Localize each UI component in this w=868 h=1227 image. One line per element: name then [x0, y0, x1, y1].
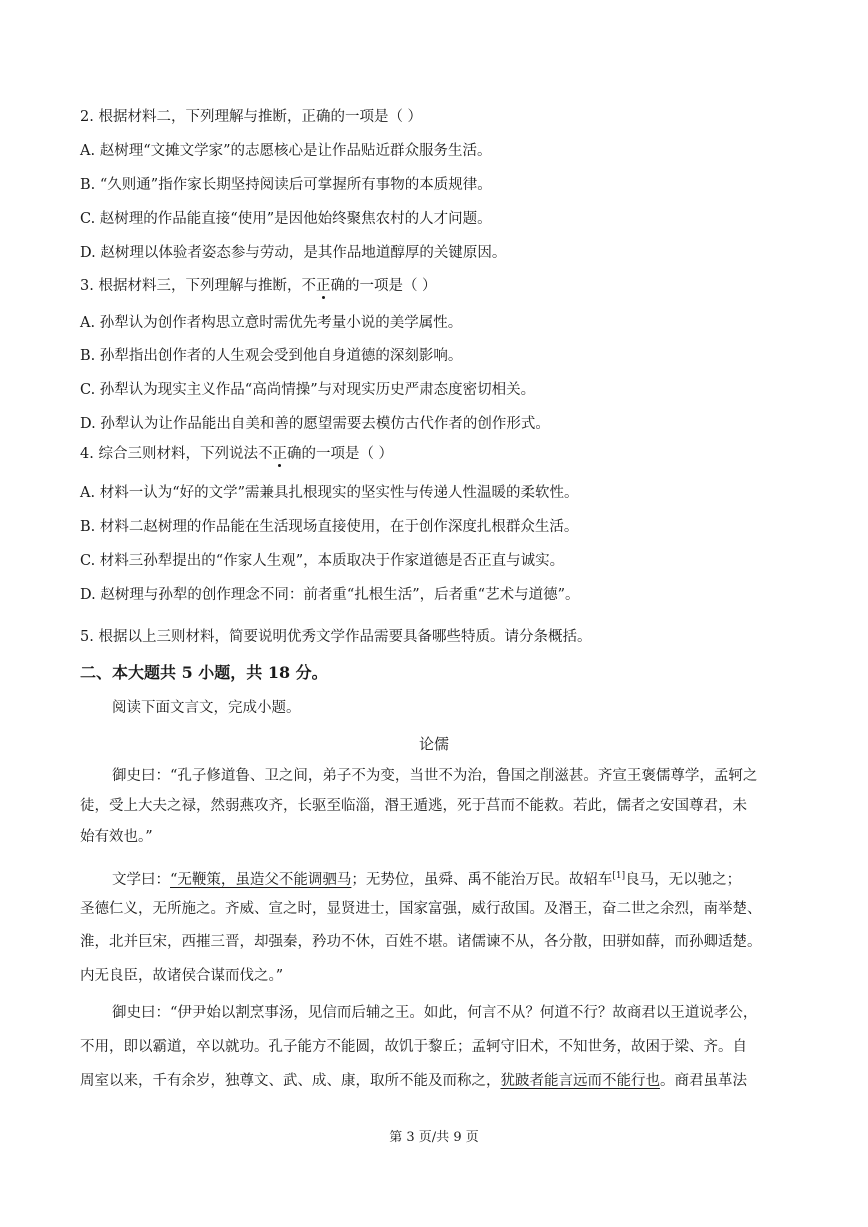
question-4-emphasis: 不正确 — [257, 446, 302, 462]
question-4-stem — [80, 444, 798, 464]
question-3-option-a: A. 孙犁认为创作者构思立意时需优先考量小说的美学属性。 — [80, 315, 463, 331]
passage-p1-line1: 御史曰：“孔子修道鲁、卫之间，弟子不为变，当世不为治，鲁国之削滋甚。齐宣王褒儒尊学，孟轲之 — [112, 768, 758, 784]
question-3-stem-post: 的一项是（ ） — [344, 278, 437, 294]
passage-p3-line2: 不用，即以霸道，卒以就功。孔子能方不能圆，故饥于黎丘；孟轲守旧术，不知世务，故困于梁、齐。自 — [80, 1039, 747, 1055]
question-2-option-c: C. 赵树理的作品能直接“使用”是因他始终聚焦农村的人才问题。 — [80, 211, 492, 227]
passage-p3-pre: 周室以来，千有余岁，独尊文、武、成、康，取所不能及而称之， — [80, 1073, 501, 1089]
passage-p2-line1 — [112, 866, 798, 890]
passage-title: 论儒 — [418, 735, 449, 753]
question-4-stem-pre: 4. 综合三则材料，下列说法 — [80, 446, 258, 462]
question-3-option-d: D. 孙犁认为让作品能出自美和善的愿望需要去模仿古代作者的创作形式。 — [80, 416, 550, 432]
question-2-option-a: A. 赵树理“文摊文学家”的志愿核心是让作品贴近群众服务生活。 — [80, 143, 492, 159]
passage-p3-post: 。商君虽革法 — [660, 1073, 747, 1089]
section-heading: 二、本大题共 5 小题，共 18 分。 — [80, 663, 328, 682]
question-4-option-c: C. 材料三孙犁提出的“作家人生观”，本质取决于作家道德是否正直与诚实。 — [80, 553, 565, 569]
question-4-option-a: A. 材料一认为“好的文学”需兼具扎根现实的坚实性与传递人性温暖的柔软性。 — [80, 485, 579, 501]
footnote-marker: [1] — [612, 871, 626, 881]
passage-p1-line2: 徒，受上大夫之禄，然弱燕攻齐，长驱至临淄，湣王遁逃，死于莒而不能救。若此，儒者之安国尊君，未 — [80, 798, 747, 814]
passage-p2-line4: 内无良臣，故诸侯合谋而伐之。” — [80, 968, 284, 984]
question-2-stem: 2. 根据材料二，下列理解与推断，正确的一项是（ ） — [80, 109, 423, 125]
passage-p3-underlined: 犹跛者能言远而不能行也 — [500, 1073, 660, 1089]
passage-p2-line2: 圣德仁义，无所施之。齐威、宣之时，显贤进士，国家富强，威行敌国。及湣王，奋二世之余烈，南举楚、 — [80, 901, 762, 917]
passage-p3-line3 — [80, 1071, 798, 1091]
question-2-option-d: D. 赵树理以体验者姿态参与劳动，是其作品地道醇厚的关键原因。 — [80, 245, 507, 261]
question-4-option-b: B. 材料二赵树理的作品能在生活现场直接使用，在于创作深度扎根群众生活。 — [80, 519, 579, 535]
question-4-stem-post: 的一项是（ ） — [301, 446, 394, 462]
question-3-emphasis: 不正确 — [301, 278, 345, 294]
reading-instruction: 阅读下面文言文，完成小题。 — [112, 700, 301, 716]
passage-p2-underlined: “无鞭策，虽造父不能调驷马 — [170, 871, 352, 888]
passage-p2-post: 良马，无以驰之； — [625, 871, 742, 888]
question-2-option-b: B. “久则通”指作家长期坚持阅读后可掌握所有事物的本质规律。 — [80, 177, 492, 193]
question-3-stem — [80, 276, 798, 296]
question-3-stem-pre: 3. 根据材料三，下列理解与推断， — [80, 278, 302, 294]
page-number: 第 3 页/共 9 页 — [389, 1130, 479, 1145]
question-3-option-b: B. 孙犁指出创作者的人生观会受到他自身道德的深刻影响。 — [80, 348, 463, 364]
question-4-option-d: D. 赵树理与孙犁的创作理念不同：前者重“扎根生活”，后者重“艺术与道德”。 — [80, 587, 580, 603]
passage-p2-line3: 淮，北并巨宋，西摧三晋，却强秦，矜功不休，百姓不堪。诸儒谏不从，各分散，田骈如薛，而孙卿适楚。 — [80, 934, 762, 950]
passage-p2-mid: ；无势位，虽舜、禹不能治万民。故轺车 — [351, 871, 613, 888]
question-5-stem: 5. 根据以上三则材料，简要说明优秀文学作品需要具备哪些特质。请分条概括。 — [80, 629, 592, 645]
passage-p1-line3: 始有效也。” — [80, 829, 153, 845]
passage-p3-line1: 御史曰：“伊尹始以割烹事汤，见信而后辅之王。如此，何言不从？何道不行？故商君以王道说孝公， — [112, 1005, 758, 1021]
question-3-option-c: C. 孙犁认为现实主义作品“高尚情操”与对现实历史严肃态度密切相关。 — [80, 382, 536, 398]
passage-p2-speaker: 文学曰： — [112, 871, 170, 888]
